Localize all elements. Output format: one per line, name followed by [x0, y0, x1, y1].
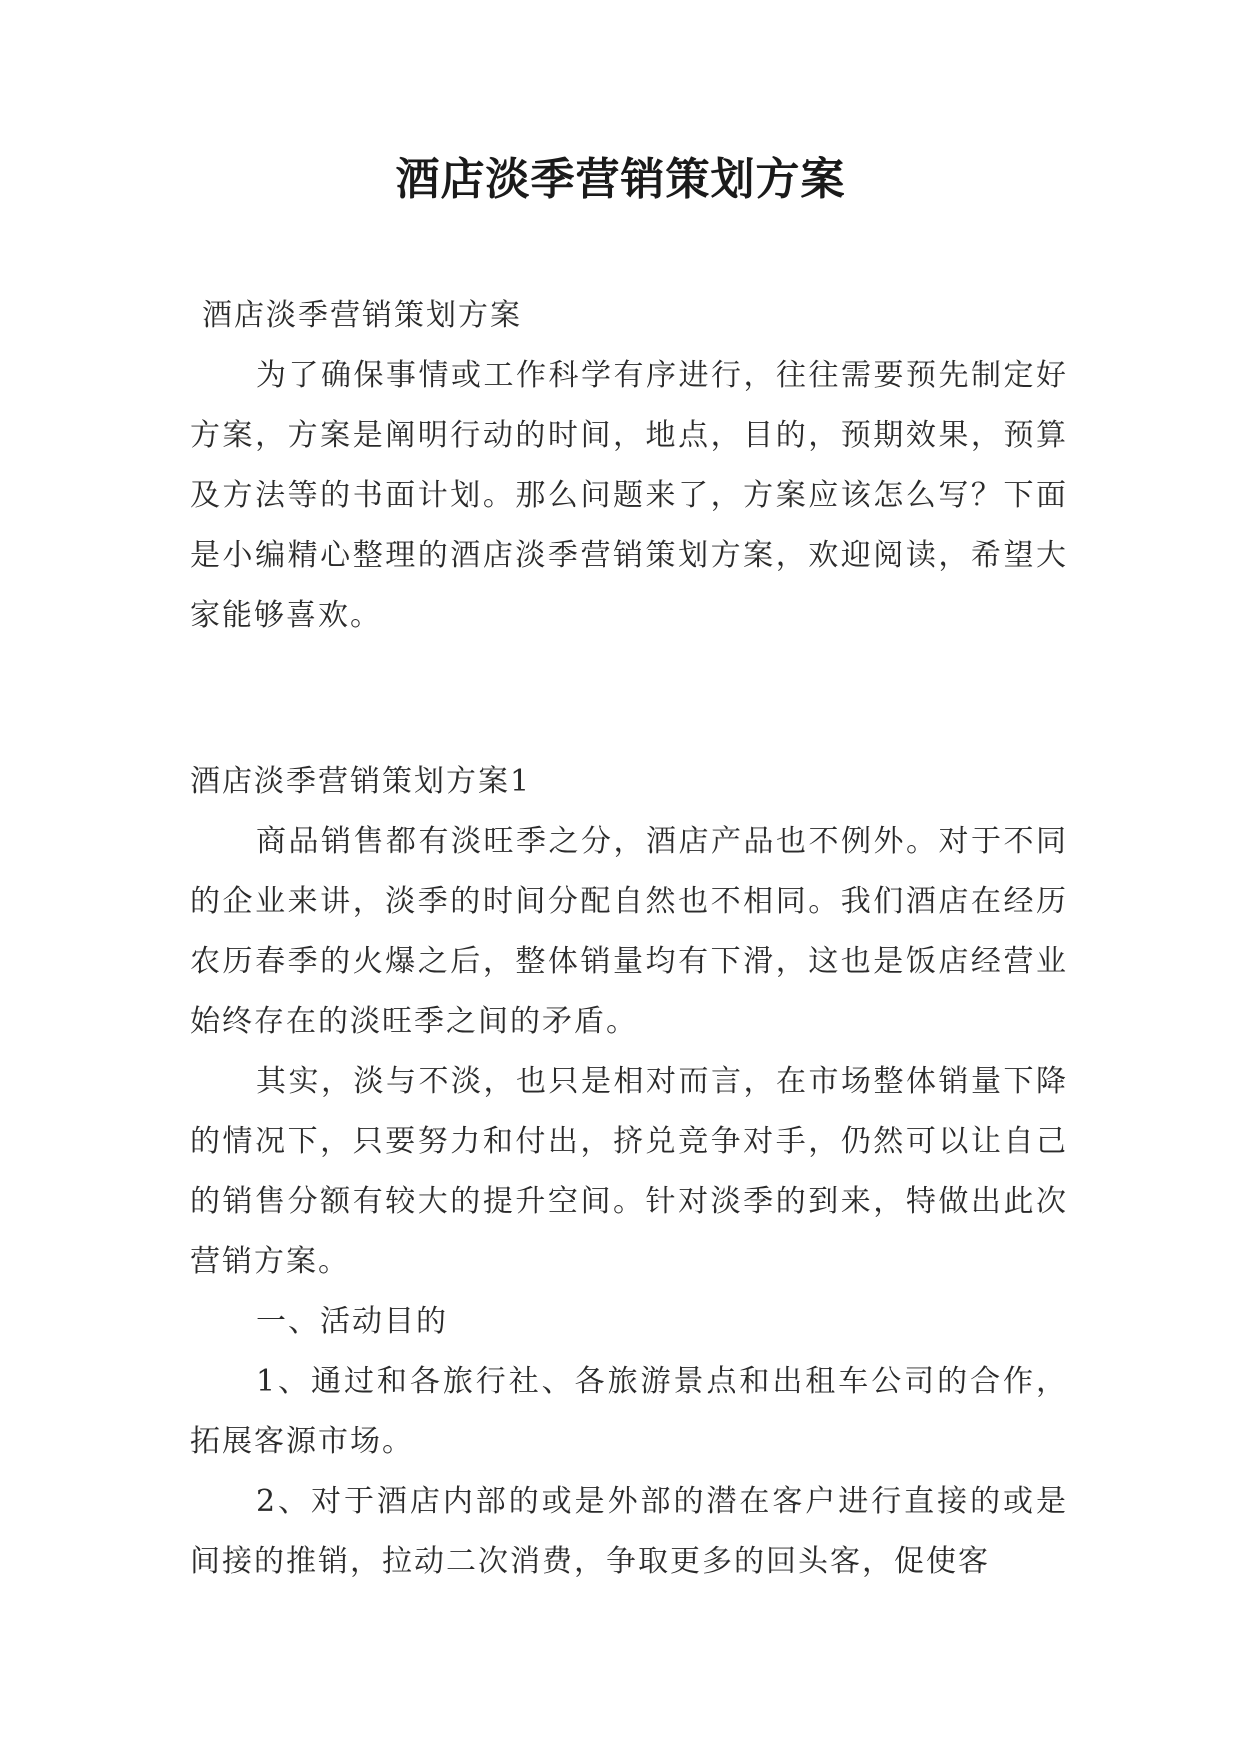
document-title: 酒店淡季营销策划方案 — [395, 154, 846, 205]
section-1 — [190, 752, 1068, 1592]
intro-block — [190, 286, 1068, 646]
section-heading: 酒店淡季营销策划方案1 — [190, 764, 532, 799]
paragraph: 其实，淡与不淡，也只是相对而言，在市场整体销量下降的情况下，只要努力和付出，挤兑竞争对手，仍然可以让自己的销售分额有较大的提升空间。针对淡季的到来，特做出此次营销方案。 — [190, 1064, 1068, 1279]
list-item: 1、通过和各旅行社、各旅游景点和出租车公司的合作，拓展客源市场。 — [190, 1364, 1068, 1459]
list-item: 2、对于酒店内部的或是外部的潜在客户进行直接的或是间接的推销，拉动二次消费，争取更多的回头客，促使客 — [190, 1484, 1068, 1579]
subheading-activity-purpose: 一、活动目的 — [256, 1304, 448, 1339]
paragraph: 商品销售都有淡旺季之分，酒店产品也不例外。对于不同的企业来讲，淡季的时间分配自然也不相同。我们酒店在经历农历春季的火爆之后，整体销量均有下滑，这也是饭店经营业始终存在的淡旺季之间的矛盾。 — [190, 824, 1068, 1039]
document-subtitle: 酒店淡季营销策划方案 — [202, 298, 522, 333]
intro-paragraph: 为了确保事情或工作科学有序进行，往往需要预先制定好方案，方案是阐明行动的时间，地点，目的，预期效果，预算及方法等的书面计划。那么问题来了，方案应该怎么写？下面是小编精心整理的酒店淡季营销策划方案，欢迎阅读，希望大家能够喜欢。 — [190, 358, 1068, 633]
